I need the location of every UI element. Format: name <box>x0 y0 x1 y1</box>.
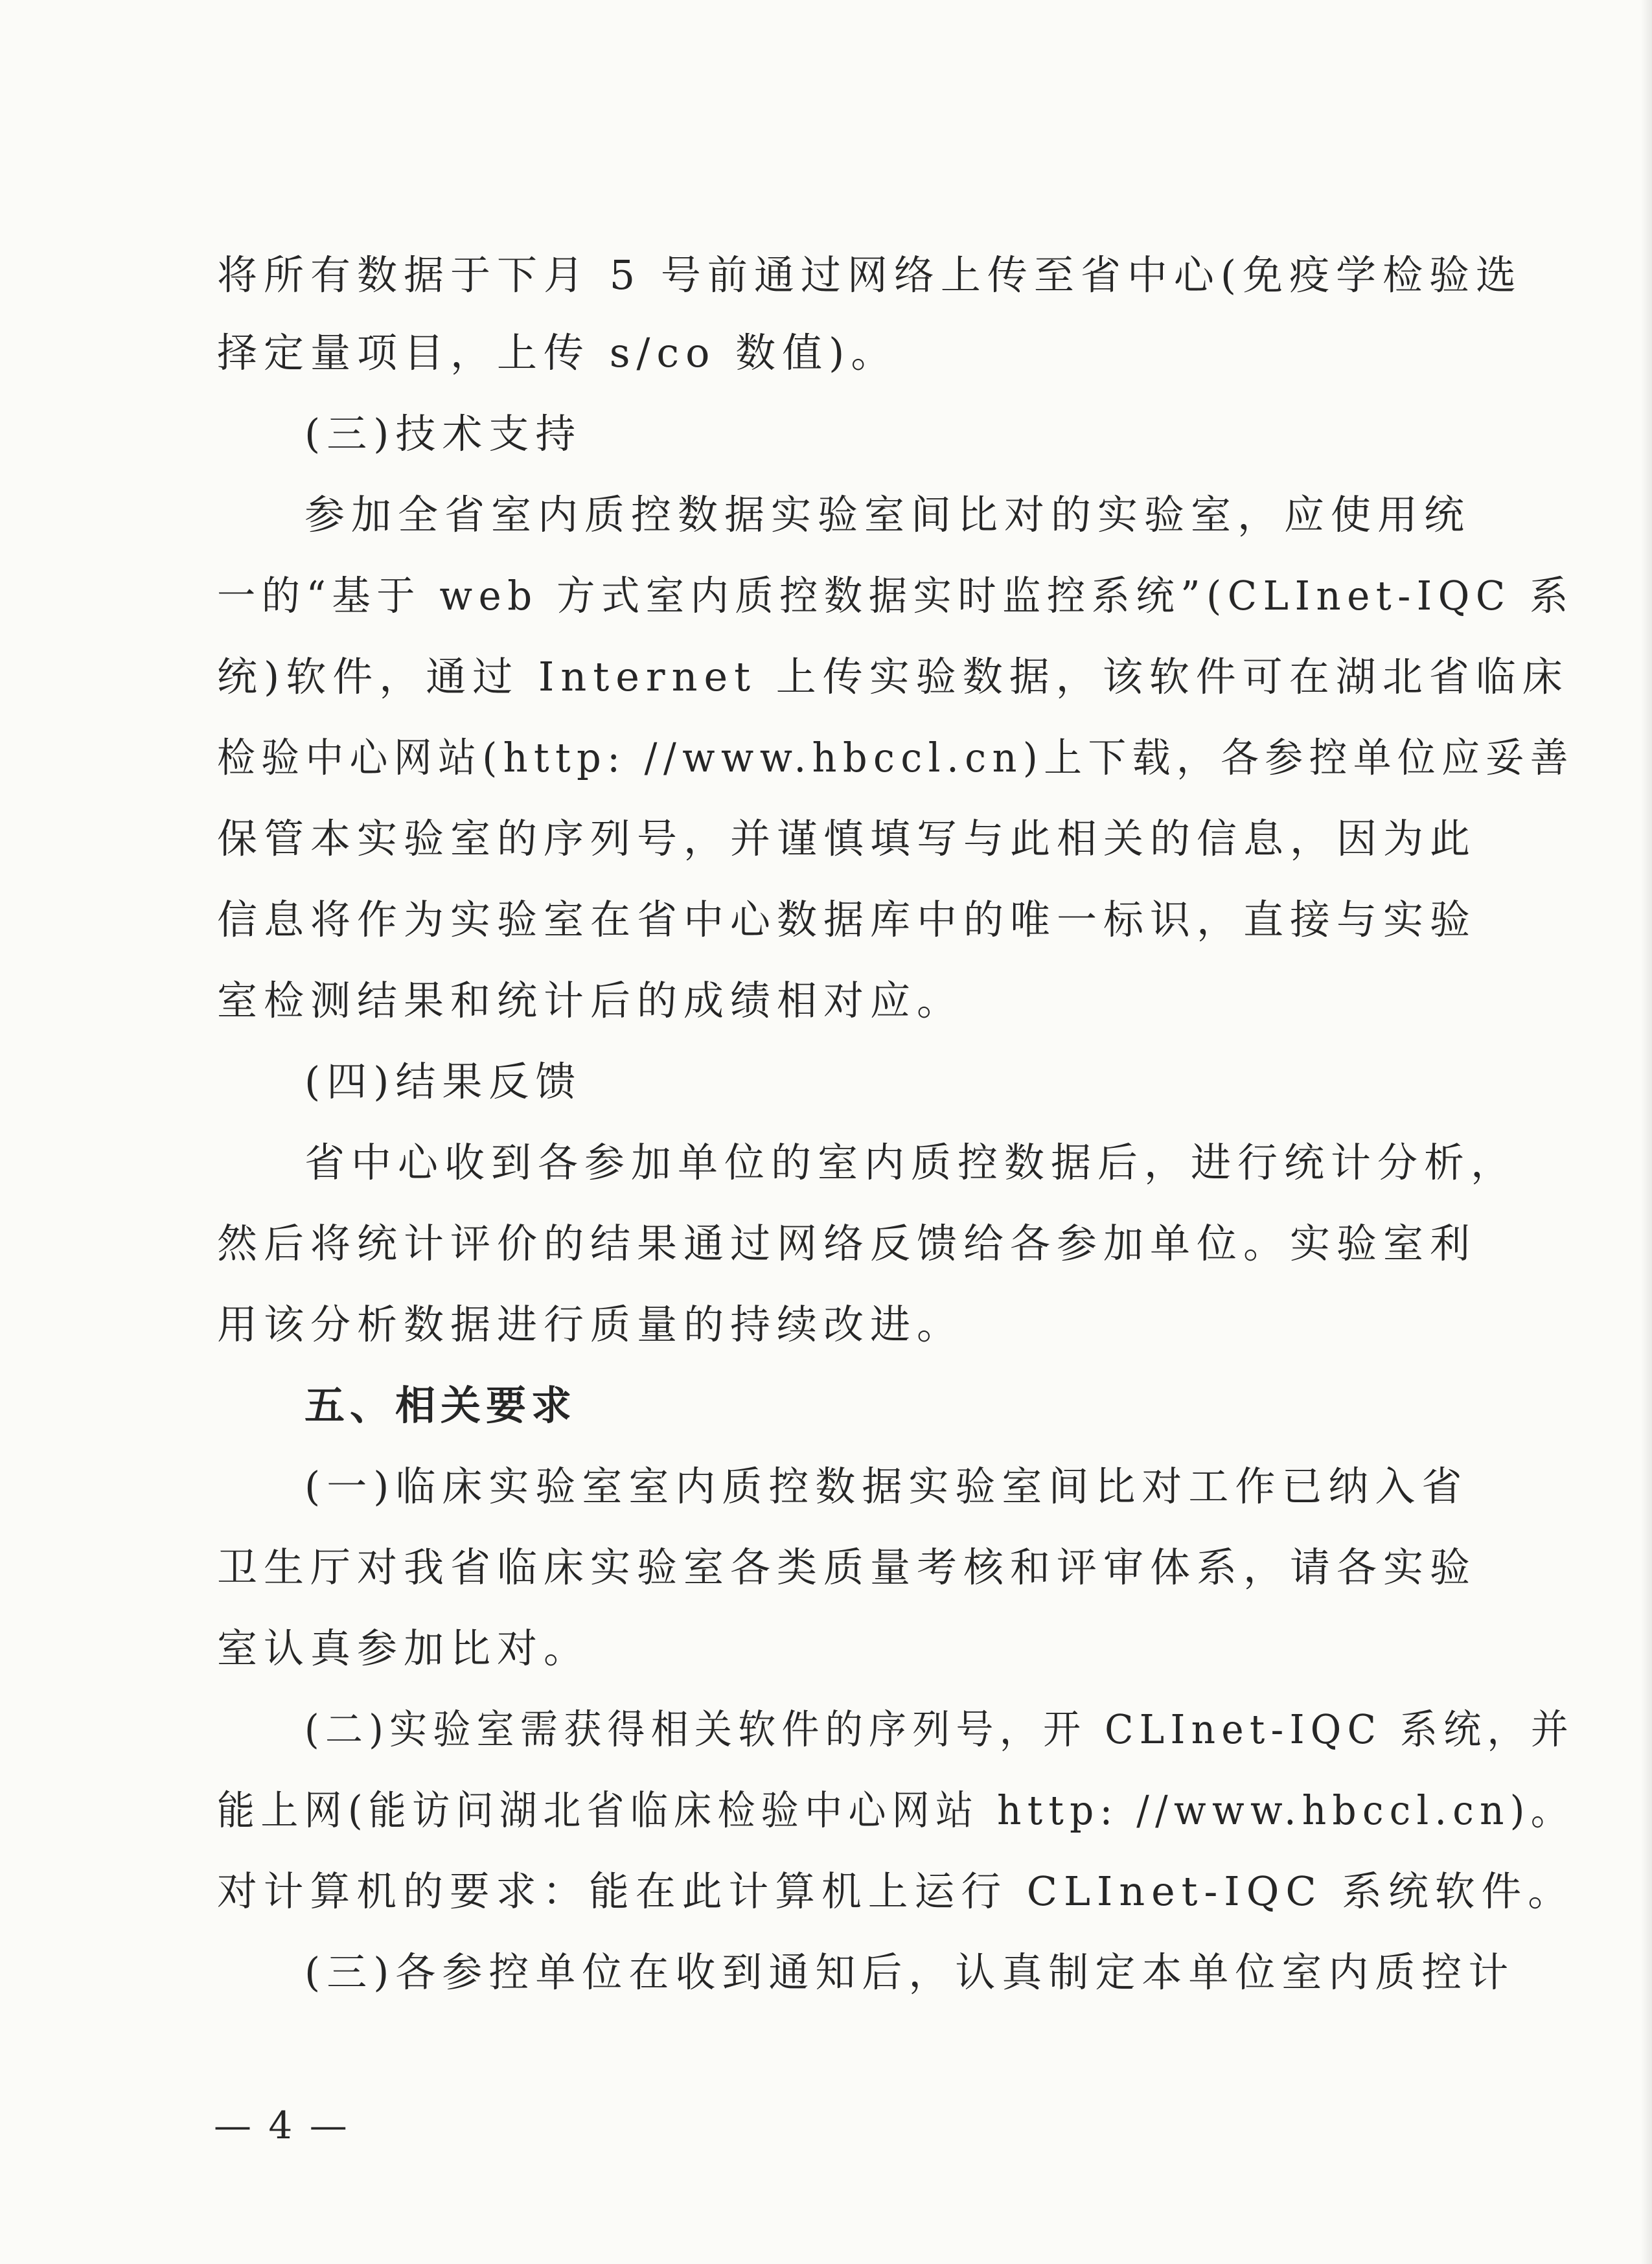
text-line: 室检测结果和统计后的成绩相对应。 <box>217 977 964 1024</box>
text-line: 对计算机的要求：能在此计算机上运行 CLInet-IQC 系统软件。 <box>217 1868 1575 1915</box>
text-line: 统)软件，通过 Internet 上传实验数据，该软件可在湖北省临床 <box>217 653 1569 700</box>
page-number: — 4 — <box>214 2103 350 2147</box>
text-line: 然后将统计评价的结果通过网络反馈给各参加单位。实验室利 <box>217 1220 1477 1267</box>
text-line: 卫生厅对我省临床实验室各类质量考核和评审体系，请各实验 <box>217 1544 1477 1591</box>
text-line: 检验中心网站(http: //www.hbccl.cn)上下载，各参控单位应妥善 <box>217 734 1574 781</box>
text-line: 信息将作为实验室在省中心数据库中的唯一标识，直接与实验 <box>217 896 1477 943</box>
text-line: (二)实验室需获得相关软件的序列号，开 CLInet-IQC 系统，并 <box>304 1706 1575 1753</box>
section-heading: 五、相关要求 <box>304 1382 577 1429</box>
text-line: (三)各参控单位在收到通知后，认真制定本单位室内质控计 <box>304 1949 1515 1996</box>
text-line: 能上网(能访问湖北省临床检验中心网站 http: //www.hbccl.cn)。 <box>217 1787 1575 1834</box>
text-line: 保管本实验室的序列号，并谨慎填写与此相关的信息，因为此 <box>217 815 1477 862</box>
scan-edge-shadow <box>1640 0 1652 2264</box>
text-line: 将所有数据于下月 5 号前通过网络上传至省中心(免疫学检验选 <box>217 251 1523 299</box>
text-line: 用该分析数据进行质量的持续改进。 <box>217 1301 964 1348</box>
text-line: 参加全省室内质控数据实验室间比对的实验室，应使用统 <box>304 491 1471 538</box>
text-line: 室认真参加比对。 <box>217 1625 591 1672</box>
section-subheading: (四)结果反馈 <box>304 1058 582 1105</box>
text-line: 择定量项目，上传 s/co 数值)。 <box>217 329 898 376</box>
section-subheading: (三)技术支持 <box>304 410 582 457</box>
text-line: (一)临床实验室室内质控数据实验室间比对工作已纳入省 <box>304 1463 1469 1510</box>
text-line: 一的“基于 web 方式室内质控数据实时监控系统”(CLInet-IQC 系 <box>217 572 1574 619</box>
text-line: 省中心收到各参加单位的室内质控数据后，进行统计分析， <box>304 1139 1518 1186</box>
